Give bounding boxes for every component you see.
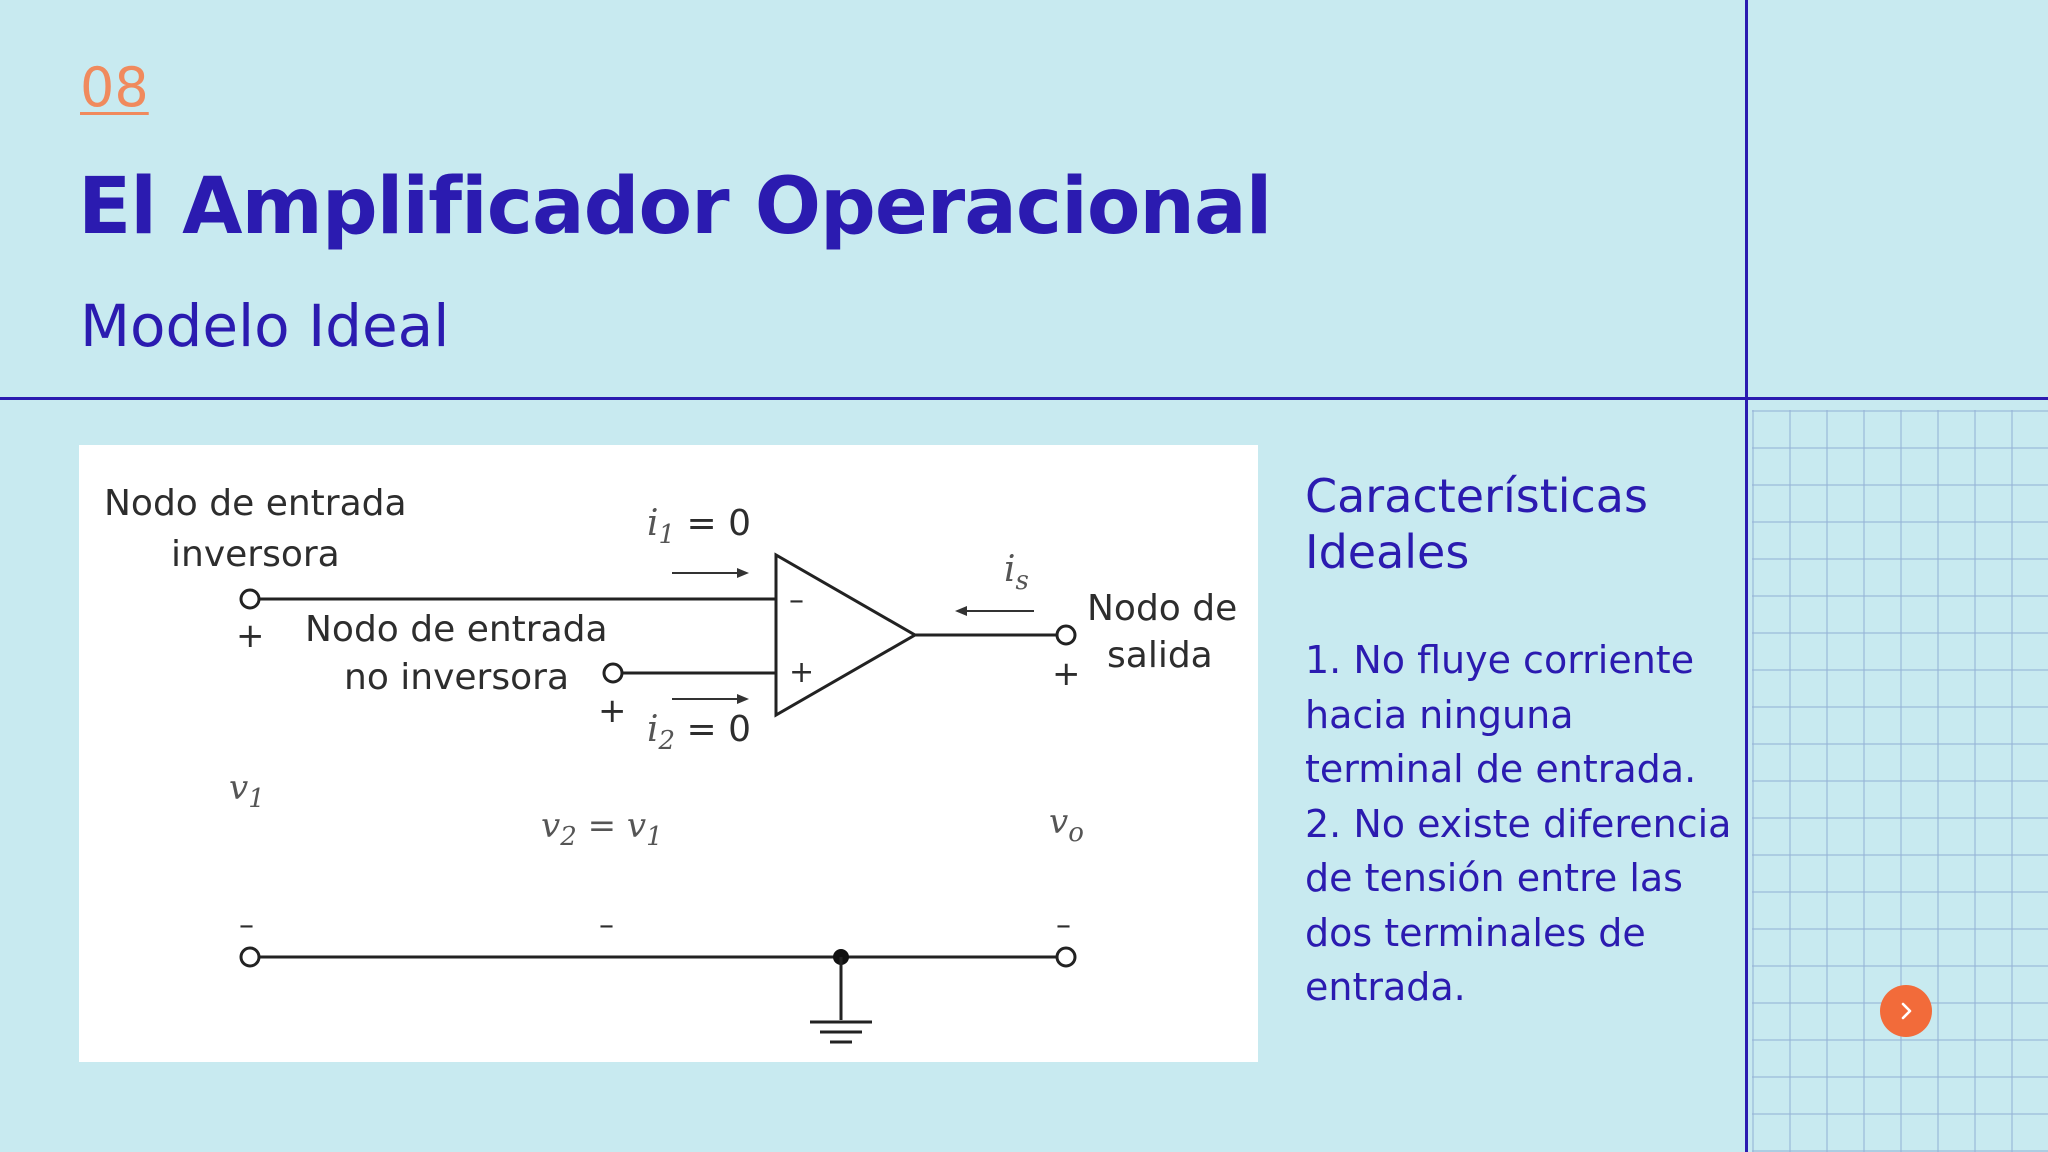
output-node-label-2: salida xyxy=(1107,635,1213,676)
inverting-node-label-1: Nodo de entrada xyxy=(104,483,407,524)
is-arrow-head xyxy=(955,606,967,616)
characteristic-item-2: 2. No existe diferencia de tensión entre las dos terminales de entrada. xyxy=(1305,801,1732,1009)
i2-arrow-head xyxy=(737,694,749,704)
inverting-node-label-2: inversora xyxy=(171,534,340,575)
vo-label: $v_o$ xyxy=(1049,802,1084,848)
characteristic-item-1: 1. No fluye corriente hacia ninguna terminal de entrada. xyxy=(1305,638,1697,791)
i2-label: $i_2 = 0$ xyxy=(647,709,752,756)
characteristics-heading xyxy=(1305,468,1725,580)
op-amp-circuit-svg xyxy=(79,445,1258,1062)
vo-minus-sign: – xyxy=(1056,908,1071,943)
noninverting-node-label-2: no inversora xyxy=(344,657,569,698)
v2-equals-v1-label: $v_2 = v_1$ xyxy=(541,806,663,852)
bottom-left-terminal xyxy=(241,948,259,966)
output-node-label-1: Nodo de xyxy=(1087,588,1238,629)
op-amp-symbol xyxy=(776,555,915,715)
characteristics-heading-line2: Ideales xyxy=(1305,525,1470,579)
i1-label: $i_1 = 0$ xyxy=(647,503,752,550)
characteristics-list xyxy=(1305,633,1735,1015)
output-node-terminal xyxy=(1057,626,1075,644)
chevron-right-icon xyxy=(1895,1000,1917,1022)
vertical-divider xyxy=(1745,0,1748,1152)
bottom-right-terminal xyxy=(1057,948,1075,966)
v1-label: $v_1$ xyxy=(229,768,265,814)
inverting-node-terminal xyxy=(241,590,259,608)
inverting-plus-sign: + xyxy=(236,616,265,656)
noninverting-plus-sign: + xyxy=(598,691,627,731)
op-amp-plus-sign: + xyxy=(789,655,815,690)
horizontal-divider xyxy=(0,397,2048,400)
op-amp-diagram xyxy=(79,445,1258,1062)
i1-arrow-head xyxy=(737,568,749,578)
characteristics-heading-line1: Características xyxy=(1305,469,1648,523)
noninverting-node-terminal xyxy=(604,664,622,682)
slide-number: 08 xyxy=(80,56,149,119)
next-slide-button[interactable] xyxy=(1880,985,1932,1037)
v2-minus-sign: – xyxy=(599,908,614,943)
op-amp-minus-sign: – xyxy=(789,583,804,618)
output-plus-sign: + xyxy=(1052,654,1081,694)
noninverting-node-label-1: Nodo de entrada xyxy=(305,609,608,650)
page-title: El Amplificador Operacional xyxy=(78,162,1272,252)
page-subtitle: Modelo Ideal xyxy=(80,292,450,360)
is-label: $i_s$ xyxy=(1004,549,1029,596)
v1-minus-sign: – xyxy=(239,908,254,943)
grid-pattern-decoration xyxy=(1752,410,2048,1152)
